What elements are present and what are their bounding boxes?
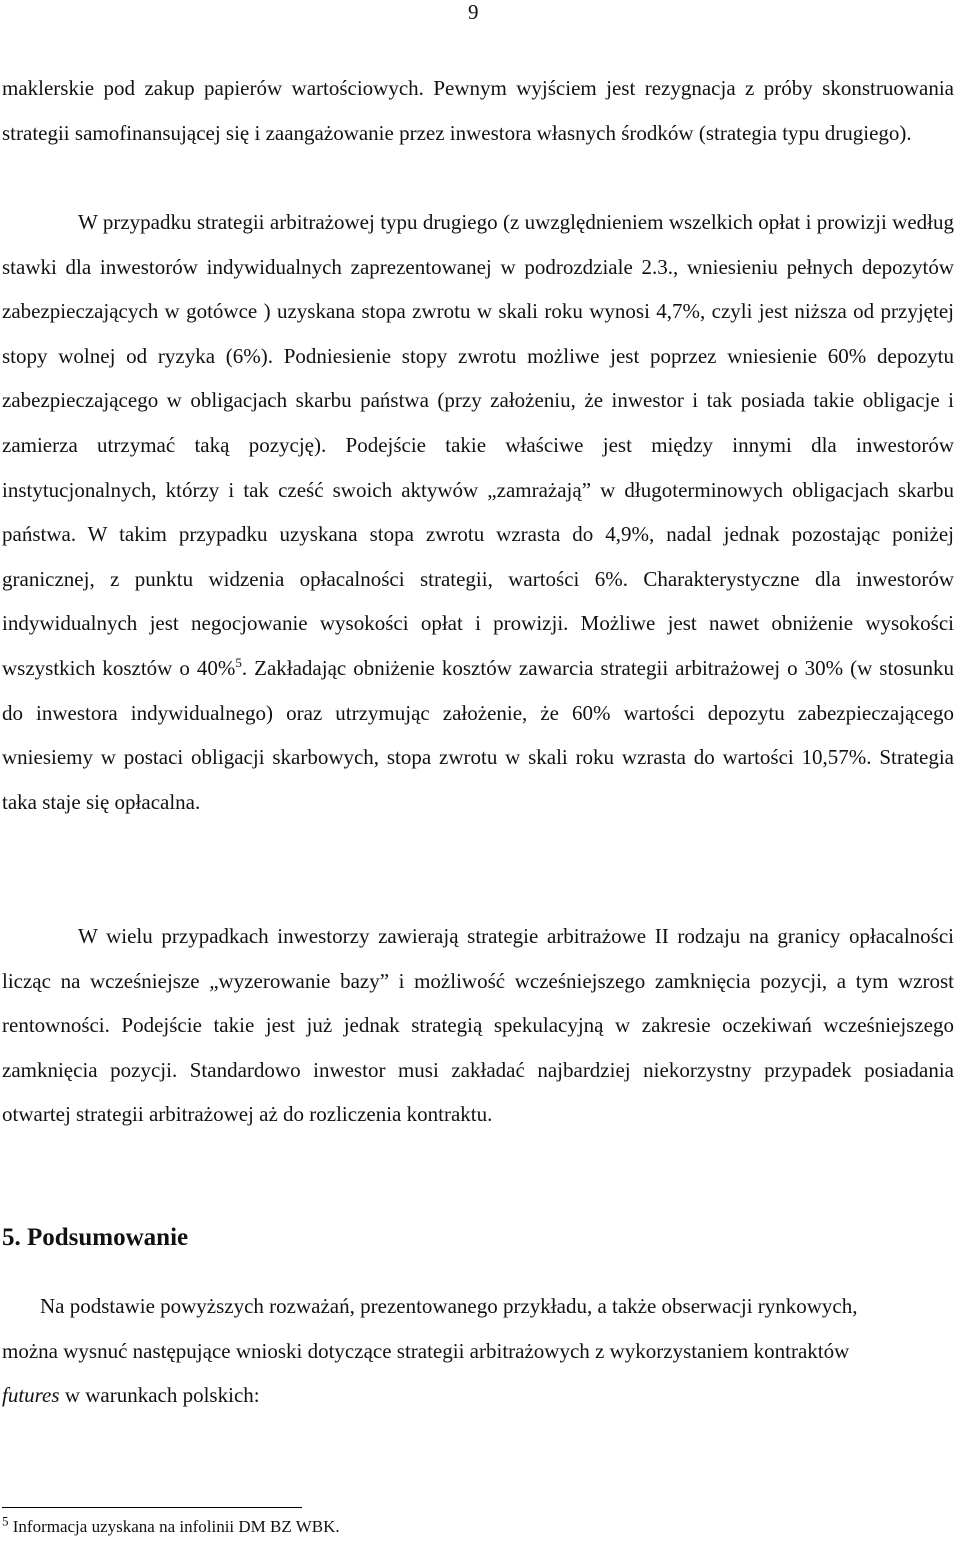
section-heading: 5. Podsumowanie [2, 1224, 189, 1251]
page-number: 9 [468, 0, 479, 24]
paragraph-4-text: Na podstawie powyższych rozważań, prezentowanego przykładu, a także obserwacji rynkowych, można wysnuć następujące wnioski dotyczące strategii arbitrażowych z wykorzystaniem kontraktów [2, 1294, 858, 1363]
paragraph-4-end: w warunkach polskich: [59, 1383, 260, 1408]
paragraph-2-rest: . Zakładając obniżenie kosztów zawarcia strategii arbitrażowej o 30% (w stosunku do inwestora indywidualnego) oraz utrzymując założenie, że 60% wartości depozytu zabezpieczającego wniesiemy w postaci obligacji skarbowych, stopa zwrotu w skali roku wzrasta do wartości 10,57%. Strategia taka staje się opłacalna. [2, 655, 954, 814]
footnote-separator [2, 1507, 302, 1508]
paragraph-2-main: W przypadku strategii arbitrażowej typu drugiego (z uwzględnieniem wszelkich opłat i prowizji według stawki dla inwestorów indywidualnych zaprezentowanej w podrozdziale 2.3., wniesieniu pełnych depozytów zabezpieczających w gotówce ) uzyskana stopa zwrotu w skali roku wynosi 4,7%, czyli jest niższa od przyjętej stopy wolnej od ryzyka (6%). Podniesienie stopy zwrotu możliwe jest poprzez wniesienie 60% depozytu zabezpieczającego w obligacjach skarbu państwa (przy założeniu, że inwestor i tak posiada takie obligacje i zamierza utrzymać taką pozycję). Podejście takie właściwe jest między innymi dla inwestorów instytucjonalnych, którzy i tak cześć swoich aktywów „zamrażają” w długoterminowych obligacjach skarbu państwa. W takim przypadku uzyskana stopa zwrotu wzrasta do 4,9%, nadal jednak pozostając poniżej granicznej, z punktu widzenia opłacalności strategii, wartości 6%. Charakterystyczne dla inwestorów indywidualnych jest negocjowanie wysokości opłat i prowizji. Możliwe jest nawet obniżenie wysokości wszystkich kosztów o 40% [2, 210, 954, 680]
footnote-reference: 5 [235, 654, 242, 670]
footnote-text: Informacja uzyskana na infolinii DM BZ WBK. [8, 1517, 340, 1536]
paragraph-1: maklerskie pod zakup papierów wartościowych. Pewnym wyjściem jest rezygnacja z próby skonstruowania strategii samofinansującej się i zaangażowanie przez inwestora własnych środków (strategia typu drugiego). [2, 76, 954, 145]
paragraph-2 [2, 200, 954, 824]
footnote-number: 5 [2, 1513, 9, 1529]
footnote [2, 1513, 340, 1537]
paragraph-3: W wielu przypadkach inwestorzy zawierają strategie arbitrażowe II rodzaju na granicy opłacalności licząc na wcześniejsze „wyzerowanie bazy” i możliwość wcześniejszego zamknięcia pozycji, a tym wzrost rentowności. Podejście takie jest już jednak strategią spekulacyjną w zakresie oczekiwań wcześniejszego zamknięcia pozycji. Standardowo inwestor musi zakładać najbardziej niekorzystny przypadek posiadania otwartej strategii arbitrażowej aż do rozliczenia kontraktu. [2, 924, 954, 1127]
paragraph-4 [2, 1284, 882, 1418]
paragraph-4-italic: futures [2, 1383, 60, 1408]
